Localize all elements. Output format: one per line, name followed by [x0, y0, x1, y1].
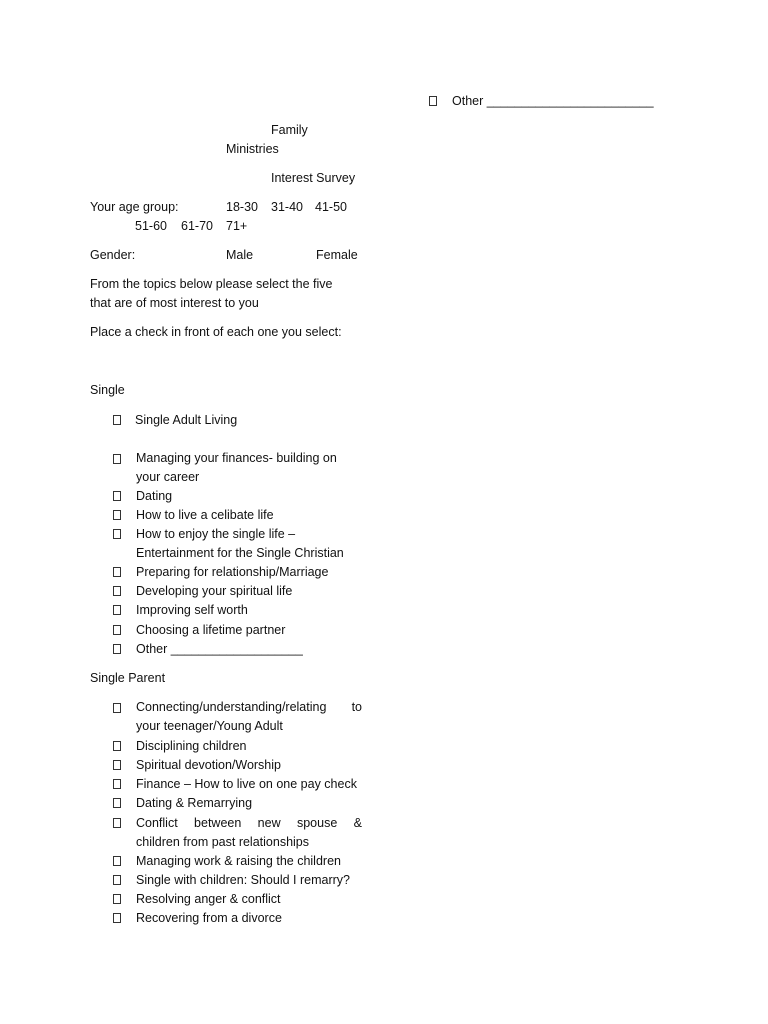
gender-label: Gender: — [90, 248, 136, 262]
age-option[interactable]: 71+ — [226, 219, 248, 233]
topic-label: How to enjoy the single life – — [136, 527, 296, 541]
topic-label: How to live a celibate life — [136, 508, 274, 522]
topic-label-continued: Entertainment for the Single Christian — [136, 546, 344, 560]
instruction-line: From the topics below please select the five — [90, 277, 333, 291]
age-option[interactable]: 31-40 — [271, 200, 303, 214]
topic-checkbox[interactable] — [113, 586, 121, 596]
topic-checkbox[interactable] — [113, 415, 121, 425]
instruction-line: that are of most interest to you — [90, 296, 259, 310]
topic-label: Dating & Remarrying — [136, 796, 253, 810]
topic-checkbox[interactable] — [113, 798, 121, 808]
topic-checkbox[interactable] — [113, 510, 121, 520]
topic-label — [136, 814, 362, 833]
topic-label: Resolving anger & conflict — [136, 892, 281, 906]
topic-checkbox[interactable] — [113, 491, 121, 501]
topic-label-continued: children from past relationships — [136, 835, 309, 849]
topic-label-continued: your teenager/Young Adult — [136, 719, 283, 733]
title-interest-survey: Interest Survey — [271, 171, 356, 185]
word: between — [194, 816, 242, 830]
topic-checkbox[interactable] — [113, 644, 121, 654]
other-line-right: Other ________________________ — [452, 94, 654, 108]
word: Conflict — [136, 816, 178, 830]
section-heading-single-parent: Single Parent — [90, 671, 166, 685]
word: spouse — [296, 816, 338, 830]
topic-label: Single Adult Living — [135, 413, 238, 427]
word: & — [353, 816, 362, 830]
topic-label: Improving self worth — [136, 603, 248, 617]
topic-label: Finance – How to live on one pay check — [136, 777, 357, 791]
instruction-line: Place a check in front of each one you select: — [90, 325, 342, 339]
topic-checkbox[interactable] — [113, 779, 121, 789]
topic-checkbox[interactable] — [113, 741, 121, 751]
topic-checkbox[interactable] — [113, 894, 121, 904]
topic-label: Managing work & raising the children — [136, 854, 341, 868]
topic-checkbox[interactable] — [113, 856, 121, 866]
topic-label: Single with children: Should I remarry? — [136, 873, 350, 887]
topic-checkbox[interactable] — [113, 913, 121, 923]
topic-checkbox[interactable] — [113, 818, 121, 828]
age-option[interactable]: 51-60 — [135, 219, 167, 233]
topic-checkbox[interactable] — [113, 625, 121, 635]
gender-option-female[interactable]: Female — [316, 248, 358, 262]
word: Connecting/understanding/relating — [136, 700, 327, 714]
topic-label — [136, 698, 362, 717]
gender-option-male[interactable]: Male — [226, 248, 254, 262]
topic-checkbox[interactable] — [113, 454, 121, 464]
topic-checkbox[interactable] — [113, 529, 121, 539]
topic-checkbox[interactable] — [113, 567, 121, 577]
topic-label: Developing your spiritual life — [136, 584, 293, 598]
title-family: Family — [271, 123, 308, 137]
age-option[interactable]: 61-70 — [181, 219, 213, 233]
topic-label-other: Other ___________________ — [136, 642, 303, 656]
other-checkbox[interactable] — [429, 96, 437, 106]
title-ministries: Ministries — [226, 142, 279, 156]
topic-label: Recovering from a divorce — [136, 911, 282, 925]
topic-label: Preparing for relationship/Marriage — [136, 565, 329, 579]
age-group-label: Your age group: — [90, 200, 179, 214]
topic-checkbox[interactable] — [113, 760, 121, 770]
topic-label: Choosing a lifetime partner — [136, 623, 286, 637]
age-option[interactable]: 41-50 — [315, 200, 347, 214]
word: new — [257, 816, 281, 830]
topic-checkbox[interactable] — [113, 703, 121, 713]
topic-label: Managing your finances- building on — [136, 451, 337, 465]
topic-checkbox[interactable] — [113, 605, 121, 615]
topic-label: Disciplining children — [136, 739, 247, 753]
word: to — [351, 700, 362, 714]
age-option[interactable]: 18-30 — [226, 200, 258, 214]
topic-label-continued: your career — [136, 470, 200, 484]
section-heading-single: Single — [90, 383, 125, 397]
topic-label: Spiritual devotion/Worship — [136, 758, 281, 772]
topic-checkbox[interactable] — [113, 875, 121, 885]
topic-label: Dating — [136, 489, 173, 503]
